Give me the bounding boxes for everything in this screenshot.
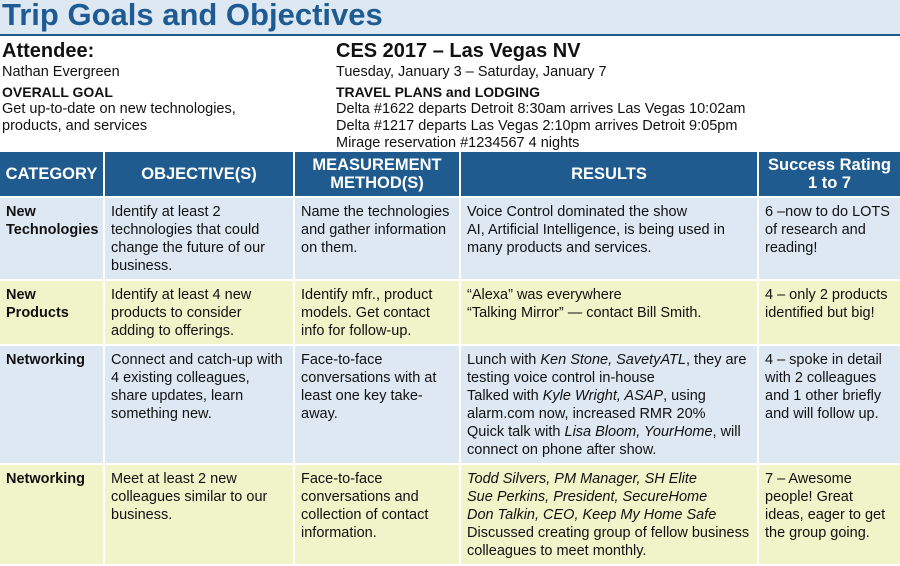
result-line: “Talking Mirror” — contact Bill Smith. (467, 305, 702, 321)
results-cell (460, 197, 758, 280)
rating-cell: 6 –now to do LOTS of research and reading! (758, 197, 900, 280)
column-header-category: CATEGORY (0, 152, 104, 197)
goals-table (0, 152, 900, 566)
overall-goal-line: Get up-to-date on new technologies, (2, 101, 236, 117)
results-cell (460, 280, 758, 345)
table-row (0, 345, 900, 464)
attendee-label: Attendee: (2, 40, 95, 62)
rating-cell: 7 – Awesome people! Great ideas, eager to get the group going. (758, 464, 900, 565)
header-line: Success Rating (768, 156, 891, 174)
result-text: Talked with (467, 388, 543, 404)
contact-name: Lisa Bloom, YourHome (564, 424, 713, 440)
rating-cell: 4 – spoke in detail with 2 colleagues and 1 other briefly and will follow up. (758, 345, 900, 464)
objective-cell: Connect and catch-up with 4 existing colleagues, share updates, learn something new. (104, 345, 294, 464)
contact-name: Don Talkin, CEO, Keep My Home Safe (467, 507, 717, 523)
header-line: MEASUREMENT (312, 156, 442, 174)
travel-line: Delta #1217 departs Las Vegas 2:10pm arrives Detroit 9:05pm (336, 118, 738, 134)
header-line: 1 to 7 (807, 174, 852, 192)
category-cell: Networking (0, 464, 104, 565)
result-line: “Alexa” was everywhere (467, 287, 622, 303)
objective-cell: Identify at least 2 technologies that could change the future of our business. (104, 197, 294, 280)
travel-line: Mirage reservation #1234567 4 nights (336, 135, 580, 151)
measurement-cell: Identify mfr., product models. Get contact info for follow-up. (294, 280, 460, 345)
travel-label: TRAVEL PLANS and LODGING (336, 84, 541, 100)
title-rule (0, 34, 900, 36)
table-header-row (0, 152, 900, 197)
result-line: Discussed creating group of fellow business colleagues to meet monthly. (467, 525, 754, 559)
results-cell (460, 345, 758, 464)
result-line (467, 351, 751, 387)
result-line (467, 423, 751, 459)
result-text: , using alarm.com now, increased RMR 20% (467, 388, 710, 422)
overall-goal-label: OVERALL GOAL (2, 84, 113, 100)
category-cell: New Products (0, 280, 104, 345)
result-text: Quick talk with (467, 424, 565, 440)
result-text: , will connect on phone after show. (467, 424, 745, 458)
contact-name: Todd Silvers, PM Manager, SH Elite (467, 471, 697, 487)
overall-goal-line: products, and services (2, 118, 148, 134)
table-row (0, 280, 900, 345)
result-text: , they are testing voice control in-house (467, 352, 751, 386)
column-header-objectives: OBJECTIVE(S) (104, 152, 294, 197)
result-line (467, 387, 751, 423)
measurement-cell: Name the technologies and gather information on them. (294, 197, 460, 280)
contact-name: Ken Stone, SavetyATL (540, 352, 686, 368)
rating-cell: 4 – only 2 products identified but big! (758, 280, 900, 345)
column-header-rating (758, 152, 900, 197)
category-cell: New Technologies (0, 197, 104, 280)
measurement-cell: Face-to-face conversations and collection of contact information. (294, 464, 460, 565)
event-name: CES 2017 – Las Vegas NV (336, 40, 581, 62)
page-title: Trip Goals and Objectives (2, 0, 383, 32)
contact-name: Sue Perkins, President, SecureHome (467, 489, 708, 505)
result-text: Lunch with (467, 352, 541, 368)
objective-cell: Meet at least 2 new colleagues similar to our business. (104, 464, 294, 565)
header-line: METHOD(S) (330, 174, 424, 192)
column-header-measurement (294, 152, 460, 197)
result-line: Voice Control dominated the show (467, 204, 688, 220)
event-dates: Tuesday, January 3 – Saturday, January 7 (336, 64, 607, 80)
column-header-results: RESULTS (460, 152, 758, 197)
result-line: AI, Artificial Intelligence, is being used in many products and services. (467, 222, 729, 256)
travel-line: Delta #1622 departs Detroit 8:30am arrives Las Vegas 10:02am (336, 101, 746, 117)
table-row (0, 197, 900, 280)
contact-name: Kyle Wright, ASAP (542, 388, 664, 404)
attendee-name: Nathan Evergreen (2, 64, 120, 80)
objective-cell: Identify at least 4 new products to consider adding to offerings. (104, 280, 294, 345)
category-cell: Networking (0, 345, 104, 464)
measurement-cell: Face-to-face conversations with at least one key take-away. (294, 345, 460, 464)
